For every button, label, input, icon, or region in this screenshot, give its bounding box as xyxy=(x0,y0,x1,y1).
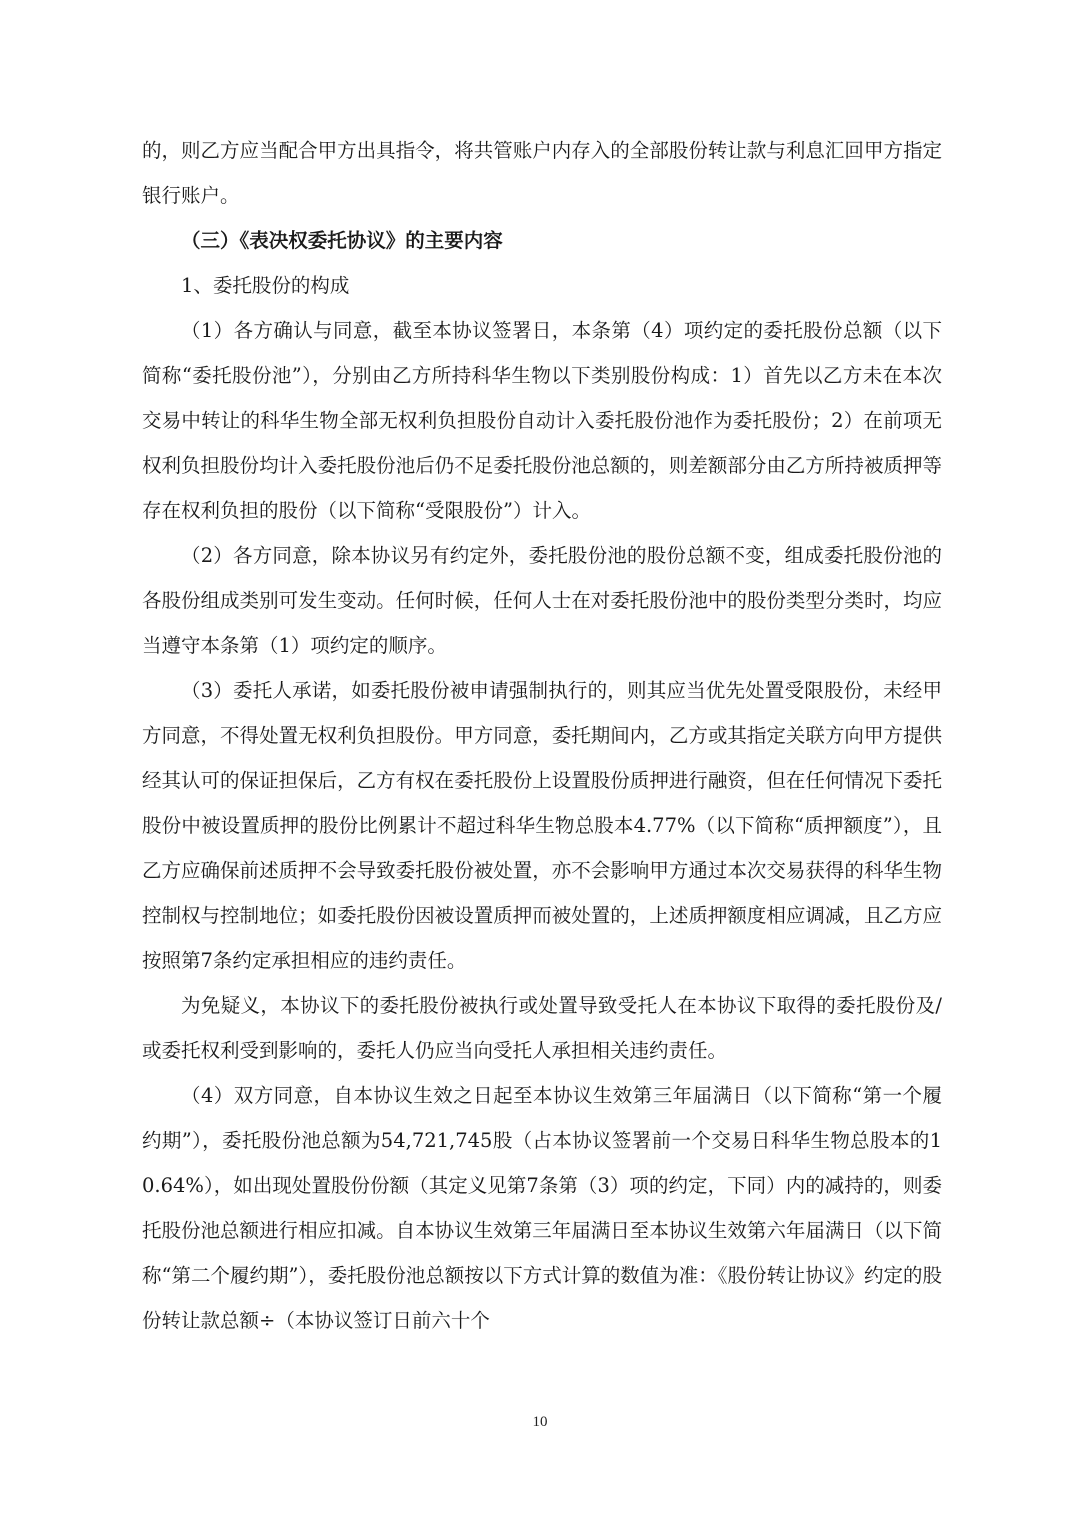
subsection-heading: 1、委托股份的构成 xyxy=(181,274,350,297)
paragraph-clause-3: （3）委托人承诺，如委托股份被申请强制执行的，则其应当优先处置受限股份，未经甲方同意，不得处置无权利负担股份。甲方同意，委托期间内，乙方或其指定关联方向甲方提供经其认可的保证担保后，乙方有权在委托股份上设置股份质押进行融资，但在任何情况下委托股份中被设置质押的股份比例累计不超过科华生物总股本4.77%（以下简称“质押额度”），且乙方应确保前述质押不会导致委托股份被处置，亦不会影响甲方通过本次交易获得的科华生物控制权与控制地位；如委托股份因被设置质押而被处置的，上述质押额度相应调减，且乙方应按照第7条约定承担相应的违约责任。 xyxy=(142,679,942,972)
paragraph-clause-1: （1）各方确认与同意，截至本协议签署日，本条第（4）项约定的委托股份总额（以下简称“委托股份池”），分别由乙方所持科华生物以下类别股份构成：1）首先以乙方未在本次交易中转让的科华生物全部无权利负担股份自动计入委托股份池作为委托股份；2）在前项无权利负担股份均计入委托股份池后仍不足委托股份池总额的，则差额部分由乙方所持被质押等存在权利负担的股份（以下简称“受限股份”）计入。 xyxy=(142,319,942,522)
paragraph-clause-2: （2）各方同意，除本协议另有约定外，委托股份池的股份总额不变，组成委托股份池的各股份组成类别可发生变动。任何时候，任何人士在对委托股份池中的股份类型分类时，均应当遵守本条第（1）项约定的顺序。 xyxy=(142,544,942,657)
paragraph-clause-4: （4）双方同意，自本协议生效之日起至本协议生效第三年届满日（以下简称“第一个履约期”），委托股份池总额为54,721,745股（占本协议签署前一个交易日科华生物总股本的10.64%），如出现处置股份份额（其定义见第7条第（3）项的约定，下同）内的减持的，则委托股份池总额进行相应扣减。自本协议生效第三年届满日至本协议生效第六年届满日（以下简称“第二个履约期”），委托股份池总额按以下方式计算的数值为准：《股份转让协议》约定的股份转让款总额÷（本协议签订日前六十个 xyxy=(142,1084,942,1332)
section-heading: （三）《表决权委托协议》的主要内容 xyxy=(181,229,503,252)
page-number: 10 xyxy=(532,1414,548,1430)
paragraph-clarification: 为免疑义，本协议下的委托股份被执行或处置导致受托人在本协议下取得的委托股份及/或委托权利受到影响的，委托人仍应当向受托人承担相关违约责任。 xyxy=(142,994,942,1062)
document-body xyxy=(142,128,942,1343)
paragraph-continuation: 的，则乙方应当配合甲方出具指令，将共管账户内存入的全部股份转让款与利息汇回甲方指定银行账户。 xyxy=(142,139,942,207)
